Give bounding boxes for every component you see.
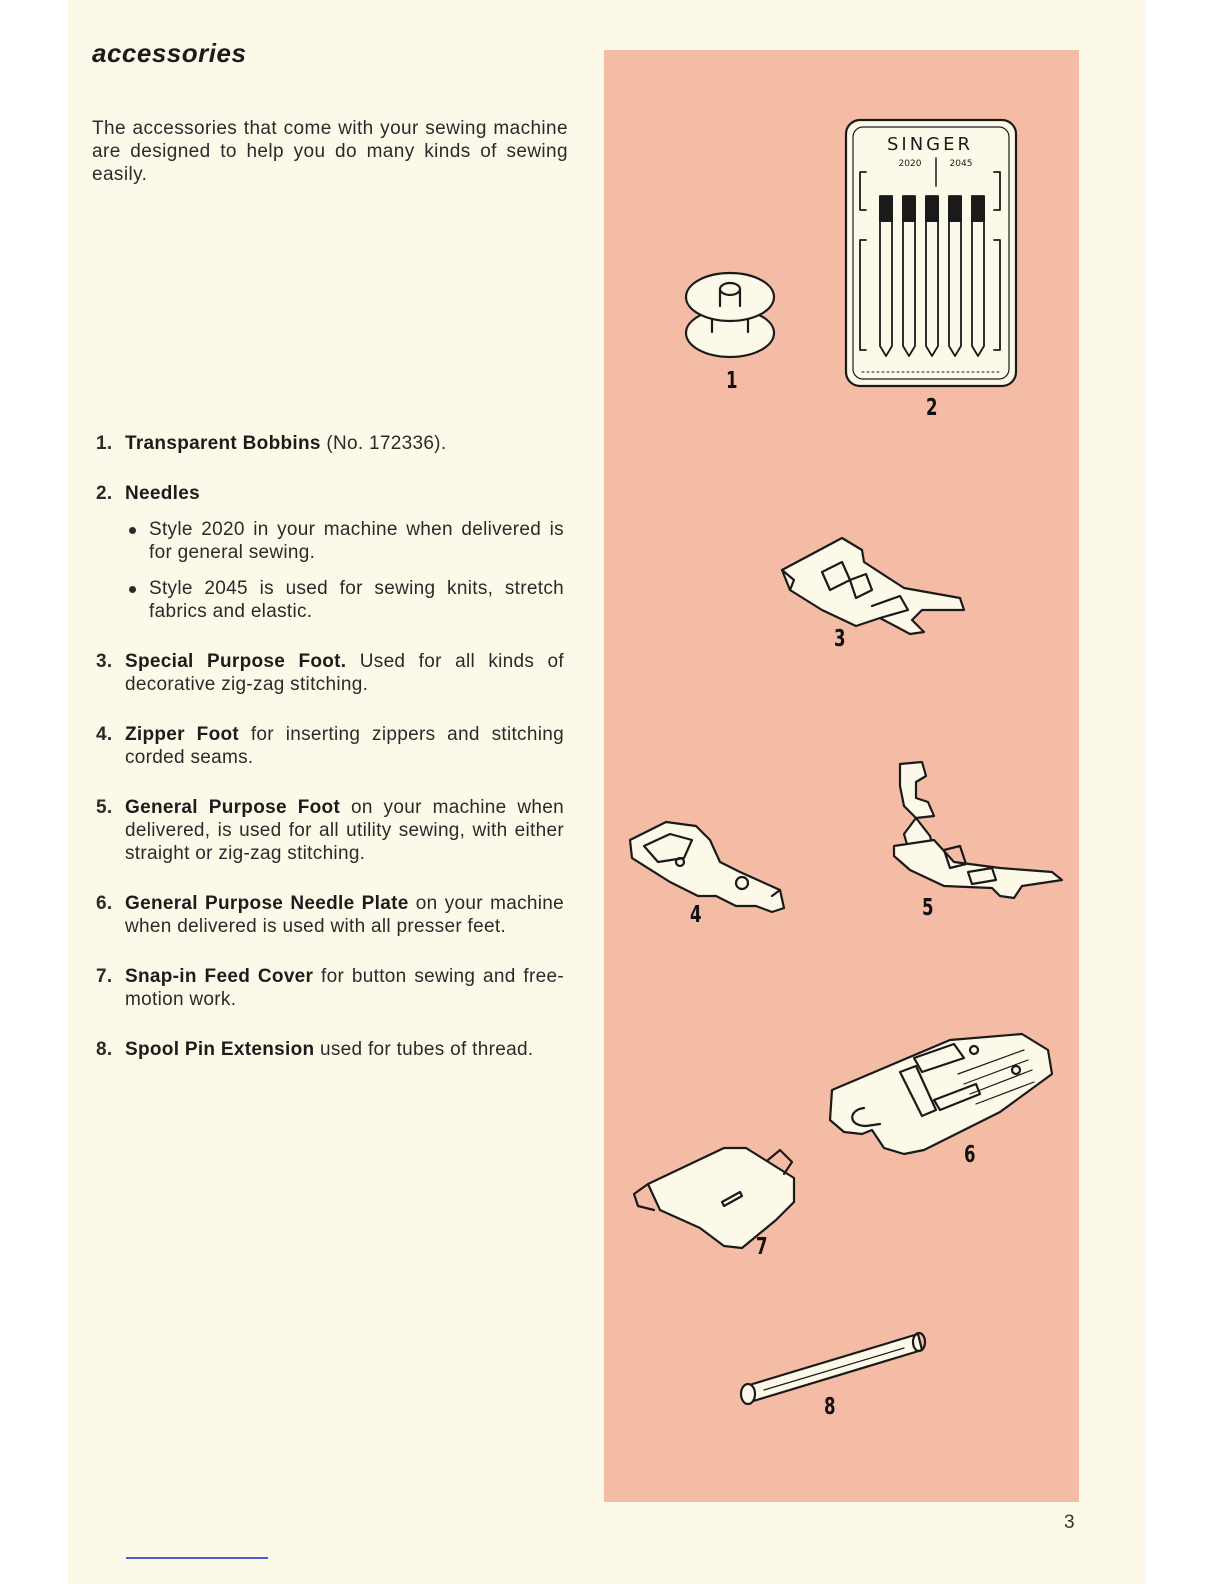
- needle-pack-icon: [846, 120, 1016, 386]
- illustration-panel: [604, 50, 1079, 1502]
- item-text: used for tubes of thread.: [314, 1039, 534, 1060]
- page-title: accessories: [92, 38, 247, 68]
- item-text: for inserting zippers and stitching corded seams.: [125, 724, 564, 768]
- item-heading: General Purpose Needle Plate: [125, 893, 409, 914]
- item-number: 8.: [96, 1039, 113, 1060]
- list-item: [92, 723, 564, 769]
- bobbin-icon: [686, 273, 774, 357]
- list-item: [92, 892, 564, 938]
- zipper-foot-icon: [630, 822, 784, 912]
- bullet-item: Style 2045 is used for sewing knits, stretch fabrics and elastic.: [125, 577, 564, 623]
- item-heading: General Purpose Foot: [125, 797, 341, 818]
- item-number: 7.: [96, 966, 113, 987]
- item-heading: Spool Pin Extension: [125, 1039, 315, 1060]
- needle-style-b: 2045: [949, 159, 973, 169]
- item-text: (No. 172336).: [320, 433, 447, 454]
- footer-rule: [126, 1557, 268, 1559]
- item-number: 5.: [96, 797, 113, 818]
- intro-paragraph: The accessories that come with your sewing machine are designed to help you do many kinds of sewing easily.: [92, 118, 568, 185]
- item-heading: Transparent Bobbins: [125, 433, 321, 454]
- item-number: 4.: [96, 724, 113, 745]
- item-heading: Needles: [125, 483, 200, 504]
- item-text: Used for all kinds of decorative zig-zag stitching.: [125, 651, 564, 695]
- list-item: [92, 650, 564, 696]
- special-purpose-foot-icon: [782, 538, 964, 634]
- item-text: on your machine when delivered, is used for all utility sewing, with either straight or zig-zag stitching.: [125, 797, 565, 864]
- item-number: 1.: [96, 433, 113, 454]
- needle-style-a: 2020: [898, 159, 922, 169]
- figure-label: 8: [824, 1394, 836, 1420]
- list-item: [92, 1038, 564, 1061]
- list-item: [92, 432, 564, 455]
- item-number: 3.: [96, 651, 113, 672]
- list-item: [92, 482, 564, 623]
- list-item: [92, 796, 564, 865]
- feed-cover-icon: [634, 1148, 794, 1248]
- list-item: [92, 965, 564, 1011]
- page-number: 3: [1064, 1512, 1075, 1533]
- needle-plate-icon: [830, 1034, 1052, 1154]
- bullet-item: Style 2020 in your machine when delivered is for general sewing.: [125, 518, 564, 564]
- figure-label: 3: [834, 626, 846, 652]
- item-heading: Special Purpose Foot.: [125, 651, 347, 672]
- item-text: for button sewing and free-motion work.: [125, 966, 565, 1010]
- item-number: 6.: [96, 893, 113, 914]
- accessory-list: [92, 432, 564, 1088]
- figure-label: 2: [926, 395, 938, 421]
- general-purpose-foot-icon: [894, 762, 1062, 898]
- figure-label: 5: [922, 895, 934, 921]
- figure-label: 6: [964, 1142, 976, 1168]
- item-heading: Snap-in Feed Cover: [125, 966, 314, 987]
- item-number: 2.: [96, 483, 113, 504]
- figure-label: 4: [690, 902, 702, 928]
- figure-label: 1: [726, 368, 738, 394]
- needle-pack-brand: SINGER: [886, 134, 974, 155]
- figure-label: 7: [756, 1234, 768, 1260]
- item-text: on your machine when delivered is used with all presser feet.: [125, 893, 565, 937]
- item-heading: Zipper Foot: [125, 724, 240, 745]
